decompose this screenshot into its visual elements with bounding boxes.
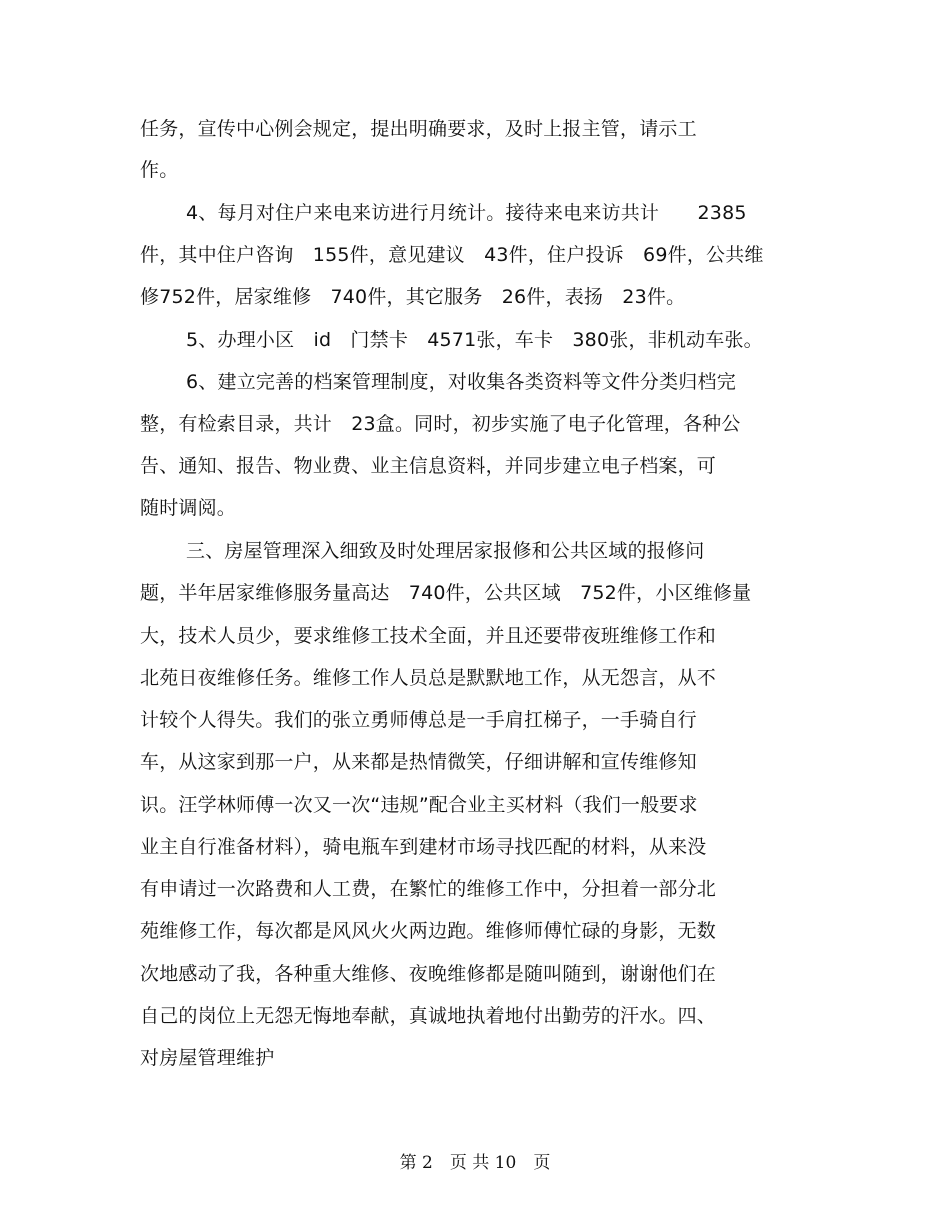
paragraph-line: 自己的岗位上无怨无悔地奉献，真诚地执着地付出勤劳的汗水。四、 xyxy=(140,1005,717,1027)
paragraph-line: 识。汪学林师傅一次又一次“违规”配合业主买材料（我们一般要求 xyxy=(140,794,698,816)
page-number-footer: 第 2 页 共 10 页 xyxy=(399,1153,551,1173)
paragraph-line: 三、房屋管理深入细致及时处理居家报修和公共区域的报修问 xyxy=(186,540,705,562)
paragraph-line: 车，从这家到那一户，从来都是热情微笑，仔细讲解和宣传维修知 xyxy=(140,751,697,773)
paragraph-line: 任务，宣传中心例会规定，提出明确要求，及时上报主管，请示工 xyxy=(140,118,697,140)
paragraph-line: 大，技术人员少，要求维修工技术全面，并且还要带夜班维修工作和 xyxy=(140,625,717,647)
paragraph-line: 整，有检索目录，共计 23盒。同时，初步实施了电子化管理，各种公 xyxy=(140,413,741,435)
paragraph-line: 5、办理小区 id 门禁卡 4571张，车卡 380张，非机动车张。 xyxy=(186,329,763,351)
paragraph-line: 苑维修工作，每次都是风风火火两边跑。维修师傅忙碌的身影，无数 xyxy=(140,920,717,942)
paragraph-line: 告、通知、报告、物业费、业主信息资料，并同步建立电子档案，可 xyxy=(140,455,717,477)
paragraph-line: 北苑日夜维修任务。维修工作人员总是默默地工作，从无怨言，从不 xyxy=(140,667,717,689)
paragraph-line: 件，其中住户咨询 155件，意见建议 43件，住户投诉 69件，公共维 xyxy=(140,244,764,266)
paragraph-line: 修752件，居家维修 740件，其它服务 26件，表扬 23件。 xyxy=(140,286,686,308)
paragraph-line: 次地感动了我，各种重大维修、夜晚维修都是随叫随到，谢谢他们在 xyxy=(140,963,717,985)
paragraph-line: 6、建立完善的档案管理制度，对收集各类资料等文件分类归档完 xyxy=(186,371,736,393)
paragraph-line: 4、每月对住户来电来访进行月统计。接待来电来访共计 2385 xyxy=(186,202,747,224)
paragraph-line: 随时调阅。 xyxy=(140,497,237,519)
paragraph-line: 题，半年居家维修服务量高达 740件，公共区域 752件，小区维修量 xyxy=(140,582,752,604)
paragraph-line: 有申请过一次路费和人工费，在繁忙的维修工作中，分担着一部分北 xyxy=(140,878,717,900)
paragraph-line: 业主自行准备材料），骑电瓶车到建材市场寻找匹配的材料，从来没 xyxy=(140,836,707,858)
paragraph-line: 作。 xyxy=(140,159,179,181)
paragraph-line: 对房屋管理维护 xyxy=(140,1047,275,1069)
paragraph-line: 计较个人得失。我们的张立勇师傅总是一手肩扛梯子，一手骑自行 xyxy=(140,709,697,731)
